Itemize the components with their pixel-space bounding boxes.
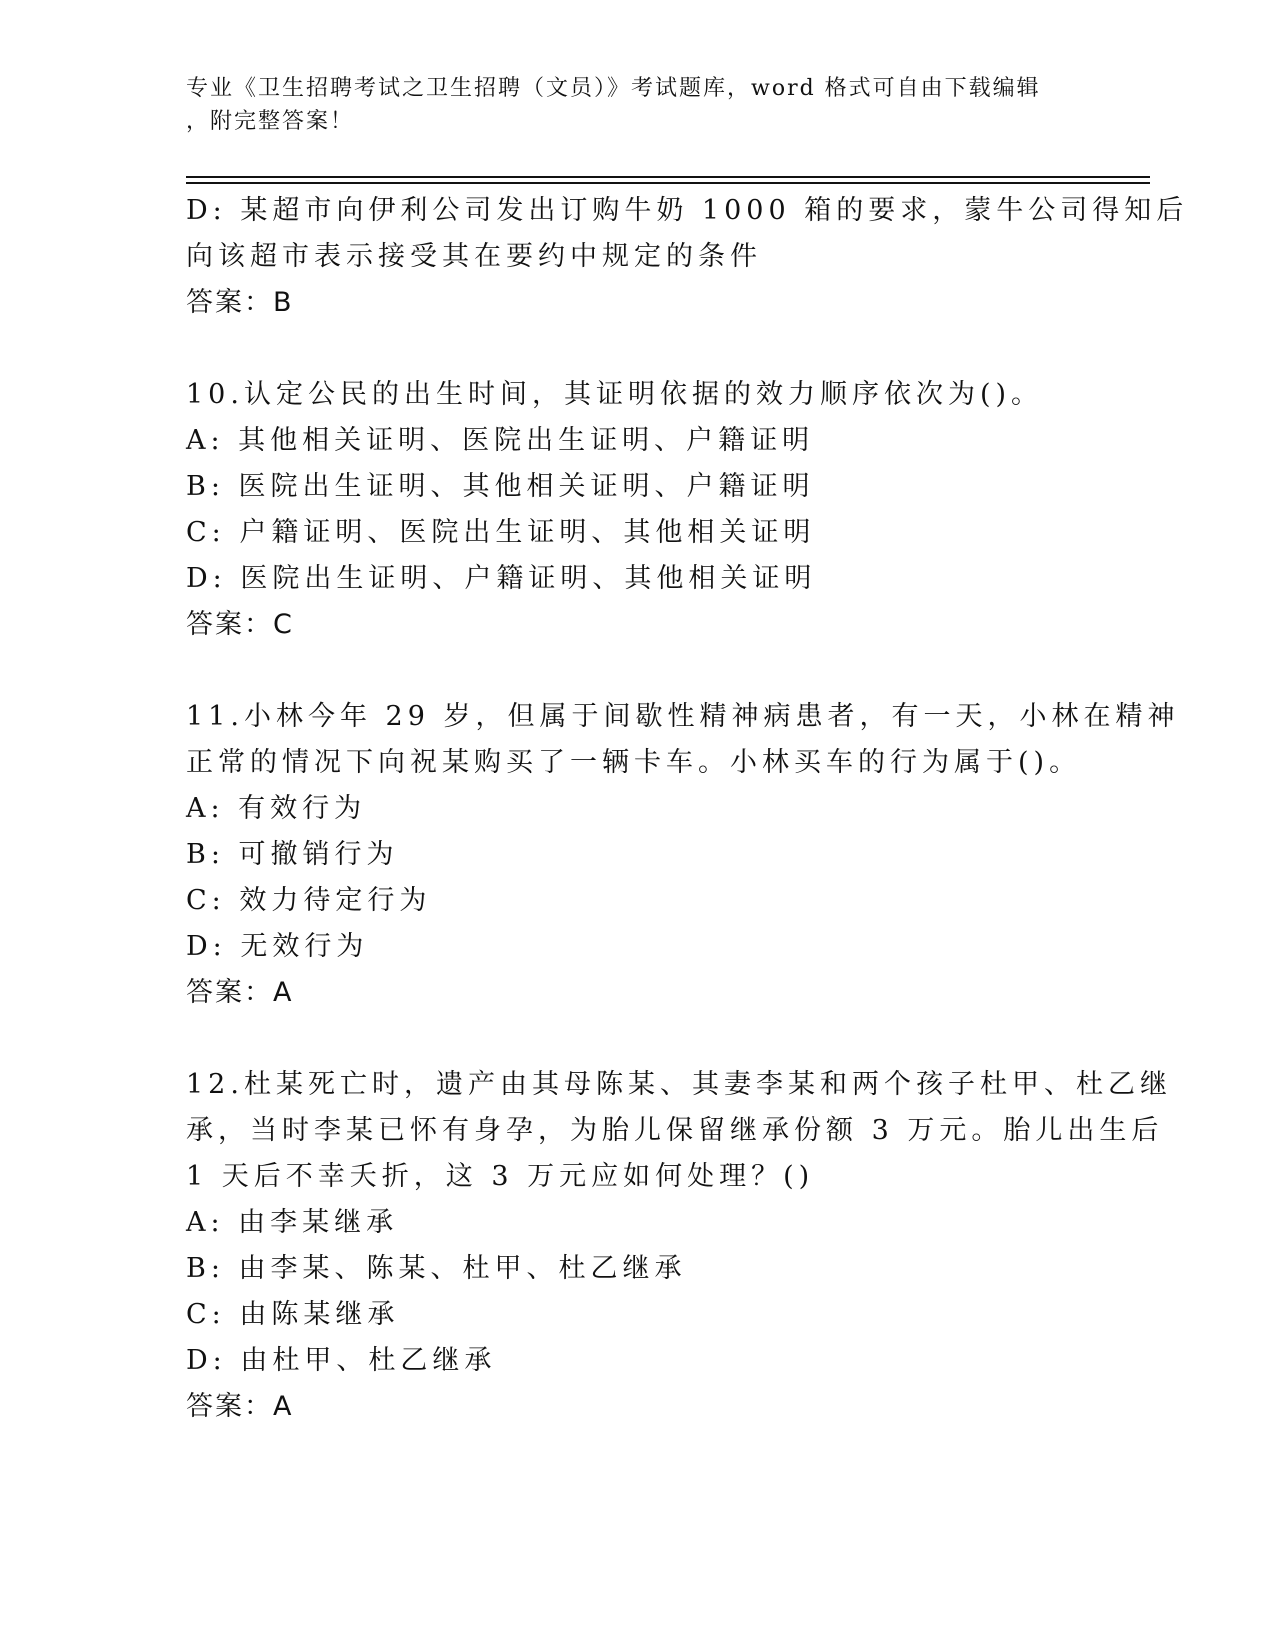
option-a: A: 其他相关证明、医院出生证明、户籍证明 bbox=[186, 425, 815, 456]
option-b: B: 医院出生证明、其他相关证明、户籍证明 bbox=[186, 471, 815, 502]
option-d: D: 医院出生证明、户籍证明、其他相关证明 bbox=[186, 563, 817, 594]
header-line-1: 专业《卫生招聘考试之卫生招聘（文员）》考试题库，word 格式可自由下载编辑 bbox=[186, 76, 1041, 101]
option-a: A: 有效行为 bbox=[186, 793, 367, 824]
answer-line: 答案：A bbox=[186, 1391, 294, 1422]
option-a: A: 由李某继承 bbox=[186, 1207, 399, 1238]
option-d-line-1: D: 某超市向伊利公司发出订购牛奶 1000 箱的要求，蒙牛公司得知后 bbox=[186, 195, 1189, 226]
header-line-2: ，附完整答案！ bbox=[186, 109, 355, 134]
previous-question-tail bbox=[186, 188, 1189, 326]
option-c: C: 由陈某继承 bbox=[186, 1299, 400, 1330]
option-c: C: 户籍证明、医院出生证明、其他相关证明 bbox=[186, 517, 816, 548]
question-stem: 11.小林今年 29 岁，但属于间歇性精神病患者，有一天，小林在精神 bbox=[186, 701, 1180, 732]
question-stem-continued: 正常的情况下向祝某购买了一辆卡车。小林买车的行为属于()。 bbox=[186, 747, 1082, 778]
question-12 bbox=[186, 1062, 1172, 1430]
question-11 bbox=[186, 694, 1180, 1016]
question-stem: 12.杜某死亡时，遗产由其母陈某、其妻李某和两个孩子杜甲、杜乙继 bbox=[186, 1069, 1172, 1100]
header-rule-top bbox=[186, 176, 1150, 178]
answer-line: 答案：A bbox=[186, 977, 294, 1008]
answer-line: 答案：B bbox=[186, 287, 294, 318]
option-b: B: 由李某、陈某、杜甲、杜乙继承 bbox=[186, 1253, 687, 1284]
option-b: B: 可撤销行为 bbox=[186, 839, 399, 870]
option-d-line-2: 向该超市表示接受其在要约中规定的条件 bbox=[186, 241, 762, 272]
question-stem-continued: 1 天后不幸夭折，这 3 万元应如何处理？() bbox=[186, 1161, 815, 1192]
question-stem: 10.认定公民的出生时间，其证明依据的效力顺序依次为()。 bbox=[186, 379, 1044, 410]
header-rule-bottom bbox=[186, 182, 1150, 184]
spacer bbox=[186, 648, 1086, 694]
option-d: D: 由杜甲、杜乙继承 bbox=[186, 1345, 497, 1376]
spacer bbox=[186, 326, 1086, 372]
question-10 bbox=[186, 372, 1086, 648]
question-stem-continued: 承，当时李某已怀有身孕，为胎儿保留继承份额 3 万元。胎儿出生后 bbox=[186, 1115, 1164, 1146]
answer-line: 答案：C bbox=[186, 609, 294, 640]
spacer bbox=[186, 1016, 1086, 1062]
option-d: D: 无效行为 bbox=[186, 931, 369, 962]
option-c: C: 效力待定行为 bbox=[186, 885, 432, 916]
question-list bbox=[186, 188, 1189, 1430]
document-header bbox=[186, 72, 1066, 138]
